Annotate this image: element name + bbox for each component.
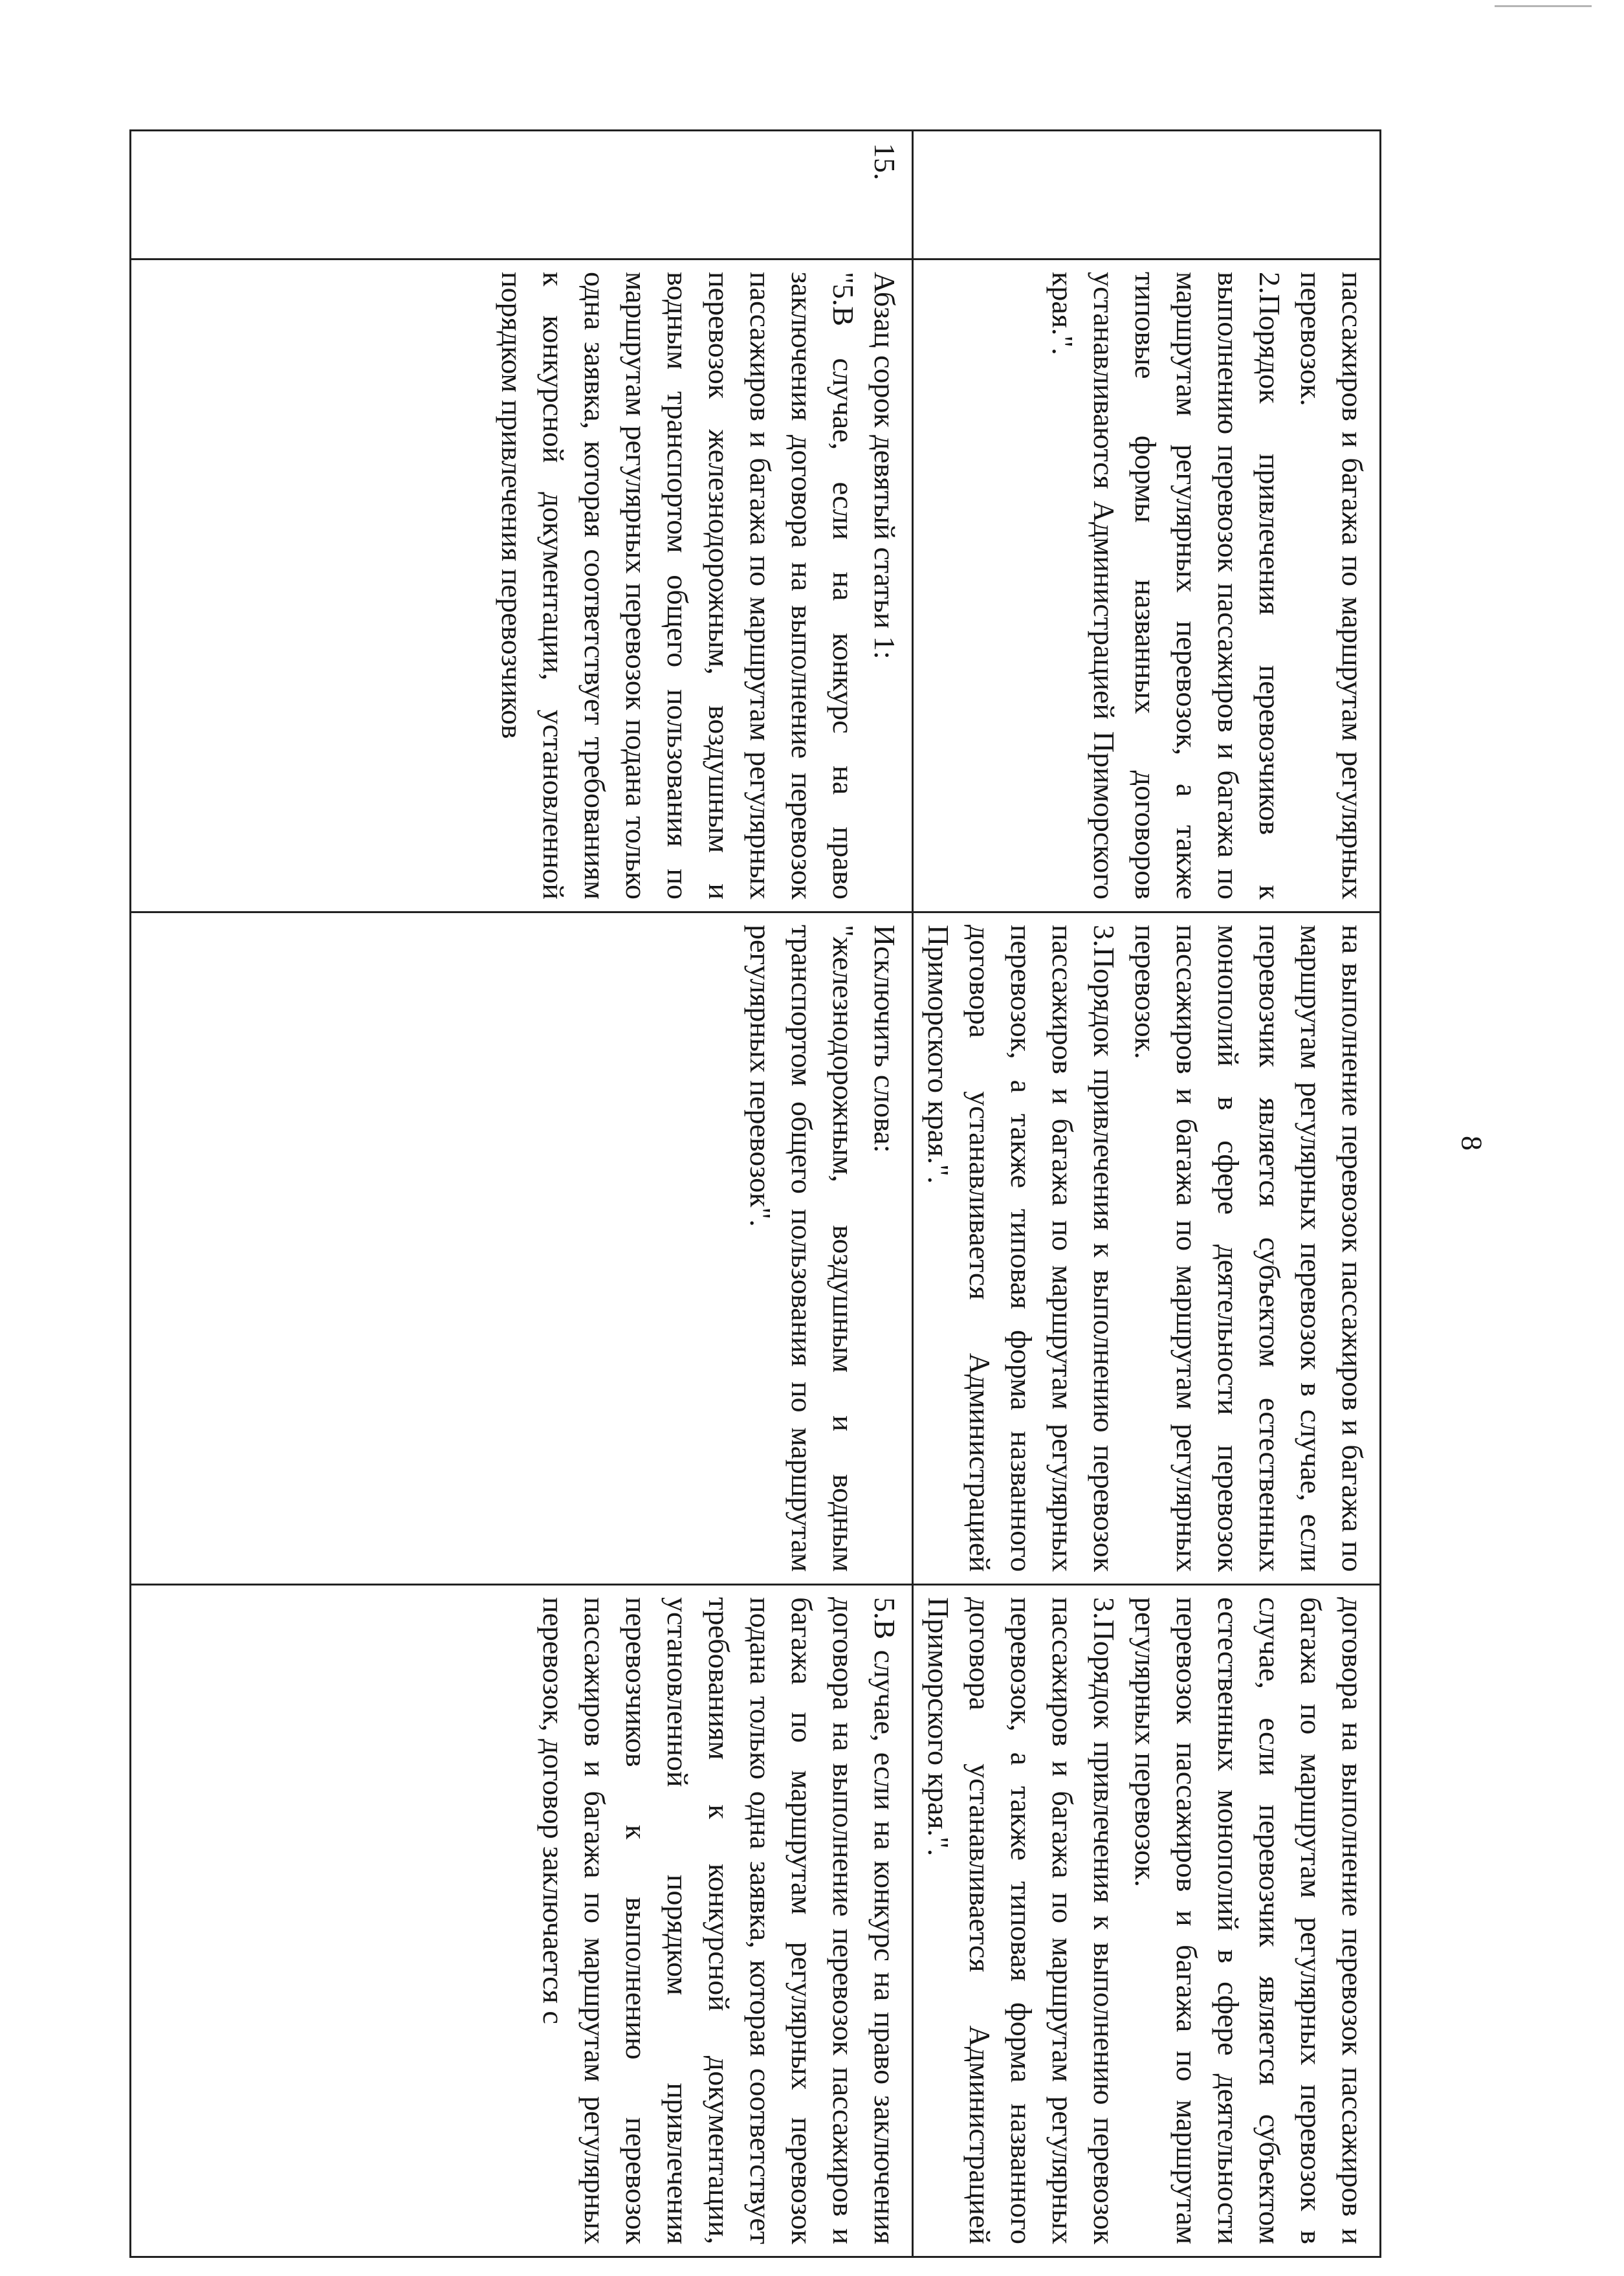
row-number-cell [131, 131, 913, 260]
new-text-cell [913, 1585, 1381, 2257]
new-text-cell [131, 1585, 913, 2257]
row-number: 15. [868, 143, 901, 181]
amendment-text: на выполнение перевозок пассажиров и багажа по маршрутам регулярных перевозок в случае, если перевозчик является субъектом естественных монополий в сфере деятельности перевозок пассажиров и багажа по маршрутам регулярных перевозок. 3.Порядок привлечения к выполнению перевозок пассажиров и багажа по маршрутам регулярных перевозок, а также типовая форма названного договора устанавливается Администрацией Приморского края.". [922, 925, 1369, 1572]
new-text: 5.В случае, если на конкурс на право заключения договора на выполнение перевозок пассажиров и багажа по маршрутам регулярных перевозок подана только одна заявка, которая соответствует требованиям к конкурсной документации, установленной порядком привлечения перевозчиков к выполнению перевозок пассажиров и багажа по маршрутам регулярных перевозок, договор заключается с [537, 1597, 901, 2244]
current-text: пассажиров и багажа по маршрутам регулярных перевозок. 2.Порядок привлечения перевозчиков к выполнению перевозок пассажиров и багажа по маршрутам регулярных перевозок, а также типовые формы названных договоров устанавливаются Администрацией Приморского края.". [1046, 272, 1369, 900]
current-text-cell [913, 260, 1381, 912]
amendments-table [129, 129, 1381, 2258]
amendment-cell [131, 912, 913, 1585]
current-text: Абзац сорок девятый статьи 1: "5.В случае, если на конкурс на право заключения договора на выполнение перевозок пассажиров и багажа по маршрутам регулярных перевозок железнодорожным, воздушным и водным транспортом общего пользования по маршрутам регулярных перевозок подана только одна заявка, которая соответствует требованиям к конкурсной документации, установленной порядком привлечения перевозчиков [496, 272, 901, 900]
current-text-cell [131, 260, 913, 912]
row-number-cell [913, 131, 1381, 260]
new-text: договора на выполнение перевозок пассажиров и багажа по маршрутам регулярных перевозок в случае, если перевозчик является субъектом естественных монополий в сфере деятельности перевозок пассажиров и багажа по маршрутам регулярных перевозок. 3.Порядок привлечения к выполнению перевозок пассажиров и багажа по маршрутам регулярных перевозок, а также типовая форма названного договора устанавливается Администрацией Приморского края.". [922, 1597, 1369, 2244]
rotated-table-sheet [129, 129, 1381, 2244]
amendment-cell [913, 912, 1381, 1585]
page-number: 8 [1455, 1136, 1489, 1151]
table-row [131, 131, 913, 2257]
amendment-text: Исключить слова: "железнодорожным, воздушным и водным транспортом общего пользования по маршрутам регулярных перевозок". [744, 925, 901, 1572]
scan-edge-mark [1495, 5, 1592, 7]
table-row [913, 131, 1381, 2257]
